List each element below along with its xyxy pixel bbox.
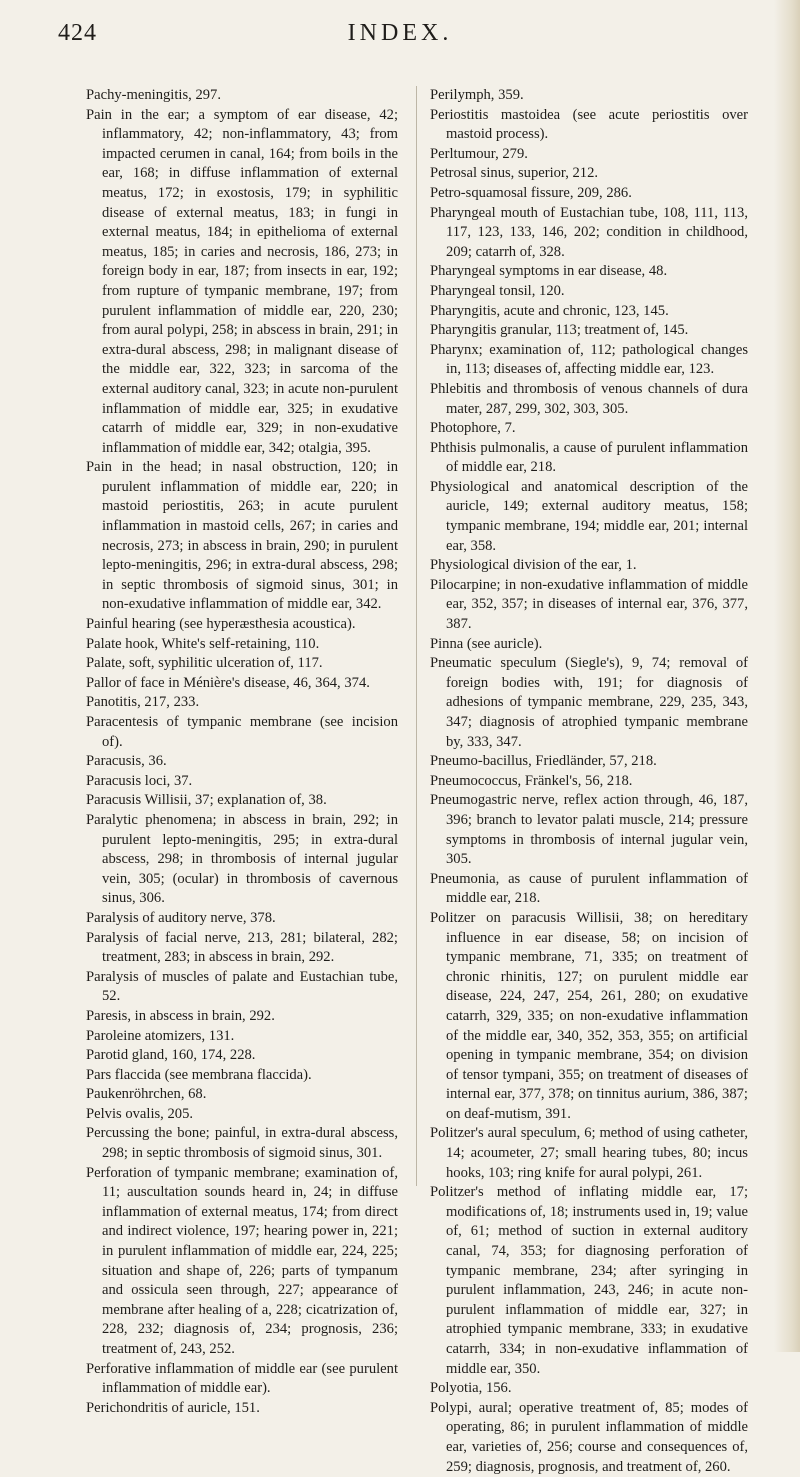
index-entry: Paresis, in abscess in brain, 292.	[86, 1007, 275, 1024]
index-entry: Paracentesis of tympanic membrane (see incision of).	[86, 714, 398, 750]
index-entry: Paracusis, 36.	[86, 753, 167, 770]
index-entry: Pallor of face in Ménière's disease, 46, 364, 374.	[86, 674, 370, 691]
index-entry: Politzer on paracusis Willisii, 38; on hereditary influence in ear disease, 58; on incision of tympanic membrane, 71, 335; on treatment of chronic rhinitis, 127; on purulent middle ear disease, 224, 247, 254, 261, 280; on exudative catarrh, 329, 335; on non-exudative inflammation of the middle ear, 340, 352, 353, 355; on artificial opening in tympanic membrane, 354; on division of tensor tympani, 355; on treatment of diseases of internal ear, 377, 378; on tinnitus aurium, 386, 387; on deaf-mutism, 391.	[430, 909, 748, 1122]
index-entry: Pars flaccida (see membrana flaccida).	[86, 1066, 312, 1083]
index-entry: Paukenröhrchen, 68.	[86, 1086, 207, 1103]
index-entry: Pain in the ear; a symptom of ear disease, 42; inflammatory, 42; non-inflammatory, 43; from impacted cerumen in canal, 164; from boils in the ear, 168; in diffuse inflammation of external meatus, 172; in exostosis, 179; in syphilitic disease of external meatus, 183; in fungi in external meatus, 184; in epithelioma of external meatus, 185; in caries and necrosis, 186, 273; in foreign body in ear, 187; from insects in ear, 192; from rupture of tympanic membrane, 197; from purulent inflammation of middle ear, 220, 230; from aural polypi, 258; in abscess in brain, 291; in extra-dural abscess, 298; in malignant disease of the middle ear, 322, 323; in sarcoma of the external auditory canal, 323; in acute non-purulent inflammation of middle ear, 325; in exudative catarrh of middle ear, 329; in non-exudative inflammation of middle ear, 342; otalgia, 395.	[86, 106, 398, 456]
index-entry: Pharyngeal symptoms in ear disease, 48.	[430, 263, 668, 280]
index-entry: Pharyngeal mouth of Eustachian tube, 108, 111, 113, 117, 123, 133, 146, 202; condition in childhood, 209; catarrh of, 328.	[430, 204, 748, 260]
page-number: 424	[58, 20, 97, 46]
index-entry: Perilymph, 359.	[430, 87, 524, 103]
index-entry: Perichondritis of auricle, 151.	[86, 1399, 260, 1416]
index-entry: Percussing the bone; painful, in extra-dural abscess, 298; in septic thrombosis of sigmoid sinus, 301.	[86, 1125, 398, 1162]
index-entry: Pharyngeal tonsil, 120.	[430, 282, 565, 299]
index-entry: Polypi, aural; operative treatment of, 85; modes of operating, 86; in purulent inflammation of middle ear, varieties of, 256; course and consequences of, 259; diagnosis, prognosis, and treatment of, 260.	[430, 1399, 748, 1475]
index-entry: Pilocarpine; in non-exudative inflammation of middle ear, 352, 357; in diseases of internal ear, 376, 377, 387.	[430, 576, 748, 633]
index-entry: Politzer's aural speculum, 6; method of using catheter, 14; acoumeter, 27; small hearing tubes, 80; incus hooks, 103; ring knife for aural polypi, 261.	[430, 1125, 748, 1181]
index-entry: Pharyngitis, acute and chronic, 123, 145.	[430, 302, 669, 319]
index-entry: Painful hearing (see hyperæsthesia acoustica).	[86, 616, 356, 633]
index-entry: Parotid gland, 160, 174, 228.	[86, 1047, 256, 1064]
index-entry: Pneumo-bacillus, Friedländer, 57, 218.	[430, 753, 657, 770]
index-entry: Perltumour, 279.	[430, 145, 528, 162]
left-column	[86, 86, 398, 1418]
right-column	[430, 86, 748, 1477]
index-entry: Pelvis ovalis, 205.	[86, 1105, 194, 1122]
index-entry: Physiological division of the ear, 1.	[430, 557, 637, 574]
index-entry: Pneumonia, as cause of purulent inflammation of middle ear, 218.	[430, 870, 748, 907]
index-entry: Periostitis mastoidea (see acute periostitis over mastoid process).	[430, 106, 748, 143]
index-entry: Pachy-meningitis, 297.	[86, 87, 221, 103]
index-entry: Petrosal sinus, superior, 212.	[430, 165, 599, 182]
index-entry: Paroleine atomizers, 131.	[86, 1027, 235, 1044]
index-entry: Pharyngitis granular, 113; treatment of, 145.	[430, 322, 689, 339]
index-entry: Politzer's method of inflating middle ear, 17; modifications of, 18; instruments used in, 19; value of, 61; method of suction in external auditory canal, 74, 353; for diagnosing perforation of tympanic membrane, 234; after syringing in purulent inflammation, 243, 246; in acute non-purulent inflammation of middle ear, 327; in atrophied tympanic membrane, 333; in exudative catarrh, 334; in non-exudative inflammation of middle ear, 350.	[430, 1184, 748, 1377]
index-entry: Paralytic phenomena; in abscess in brain, 292; in purulent lepto-meningitis, 295; in extra-dural abscess, 298; in thrombosis of internal jugular vein, 305; (ocular) in thrombosis of cavernous sinus, 306.	[86, 811, 398, 907]
index-entry: Pneumatic speculum (Siegle's), 9, 74; removal of foreign bodies with, 191; for diagnosis of adhesions of tympanic membrane, 229, 235, 343, 347; diagnosis of atrophied tympanic membrane by, 333, 347.	[430, 655, 748, 750]
index-entry: Pneumococcus, Fränkel's, 56, 218.	[430, 772, 633, 789]
index-entry: Photophore, 7.	[430, 420, 516, 437]
index-entry: Pneumogastric nerve, reflex action through, 46, 187, 396; branch to levator palati muscle, 214; pressure symptoms in thrombosis of internal jugular vein, 305.	[430, 792, 748, 868]
index-entry: Paralysis of facial nerve, 213, 281; bilateral, 282; treatment, 283; in abscess in brain, 292.	[86, 929, 398, 966]
index-entry: Polyotia, 156.	[430, 1380, 512, 1397]
index-entry: Pinna (see auricle).	[430, 635, 543, 652]
index-entry: Pharynx; examination of, 112; pathological changes in, 113; diseases of, affecting middle ear, 123.	[430, 341, 748, 378]
page-edge-shadow	[774, 0, 800, 1352]
index-entry: Panotitis, 217, 233.	[86, 694, 200, 711]
index-entry: Perforation of tympanic membrane; examination of, 11; auscultation sounds heard in, 24; in diffuse inflammation of external meatus, 174; from direct and indirect violence, 197; hearing power in, 221; in purulent inflammation of middle ear, 224, 225; situation and shape of, 226; parts of tympanum and ossicula seen through, 227; appearance of membrane after healing of a, 228; cicatrization of, 228, 232; diagnosis of, 234; prognosis, 236; treatment of, 243, 252.	[86, 1164, 398, 1357]
index-entry: Petro-squamosal fissure, 209, 286.	[430, 184, 632, 201]
index-entry: Palate hook, White's self-retaining, 110.	[86, 635, 320, 652]
index-entry: Phlebitis and thrombosis of venous channels of dura mater, 287, 299, 302, 303, 305.	[430, 380, 748, 417]
index-entry: Paralysis of muscles of palate and Eustachian tube, 52.	[86, 968, 398, 1005]
index-entry: Physiological and anatomical description of the auricle, 149; external auditory meatus, 158; tympanic membrane, 194; middle ear, 201; internal ear, 358.	[430, 478, 748, 554]
page-header	[0, 14, 800, 54]
column-divider	[416, 86, 417, 1186]
running-title: INDEX.	[347, 20, 453, 46]
index-entry: Pain in the head; in nasal obstruction, 120; in purulent inflammation of middle ear, 220; in mastoid periostitis, 263; in acute purulent inflammation in mastoid cells, 267; in caries and necrosis, 273; in abscess in brain, 290; in purulent lepto-meningitis, 296; in extra-dural abscess, 298; in septic thrombosis of sigmoid sinus, 301; in non-exudative inflammation of middle ear, 342.	[86, 459, 398, 613]
index-entry: Palate, soft, syphilitic ulceration of, 117.	[86, 655, 323, 672]
index-entry: Phthisis pulmonalis, a cause of purulent inflammation of middle ear, 218.	[430, 439, 748, 476]
index-entry: Paralysis of auditory nerve, 378.	[86, 909, 276, 926]
index-entry: Perforative inflammation of middle ear (see purulent inflammation of middle ear).	[86, 1360, 398, 1397]
index-entry: Paracusis loci, 37.	[86, 772, 193, 789]
index-entry: Paracusis Willisii, 37; explanation of, 38.	[86, 792, 327, 809]
